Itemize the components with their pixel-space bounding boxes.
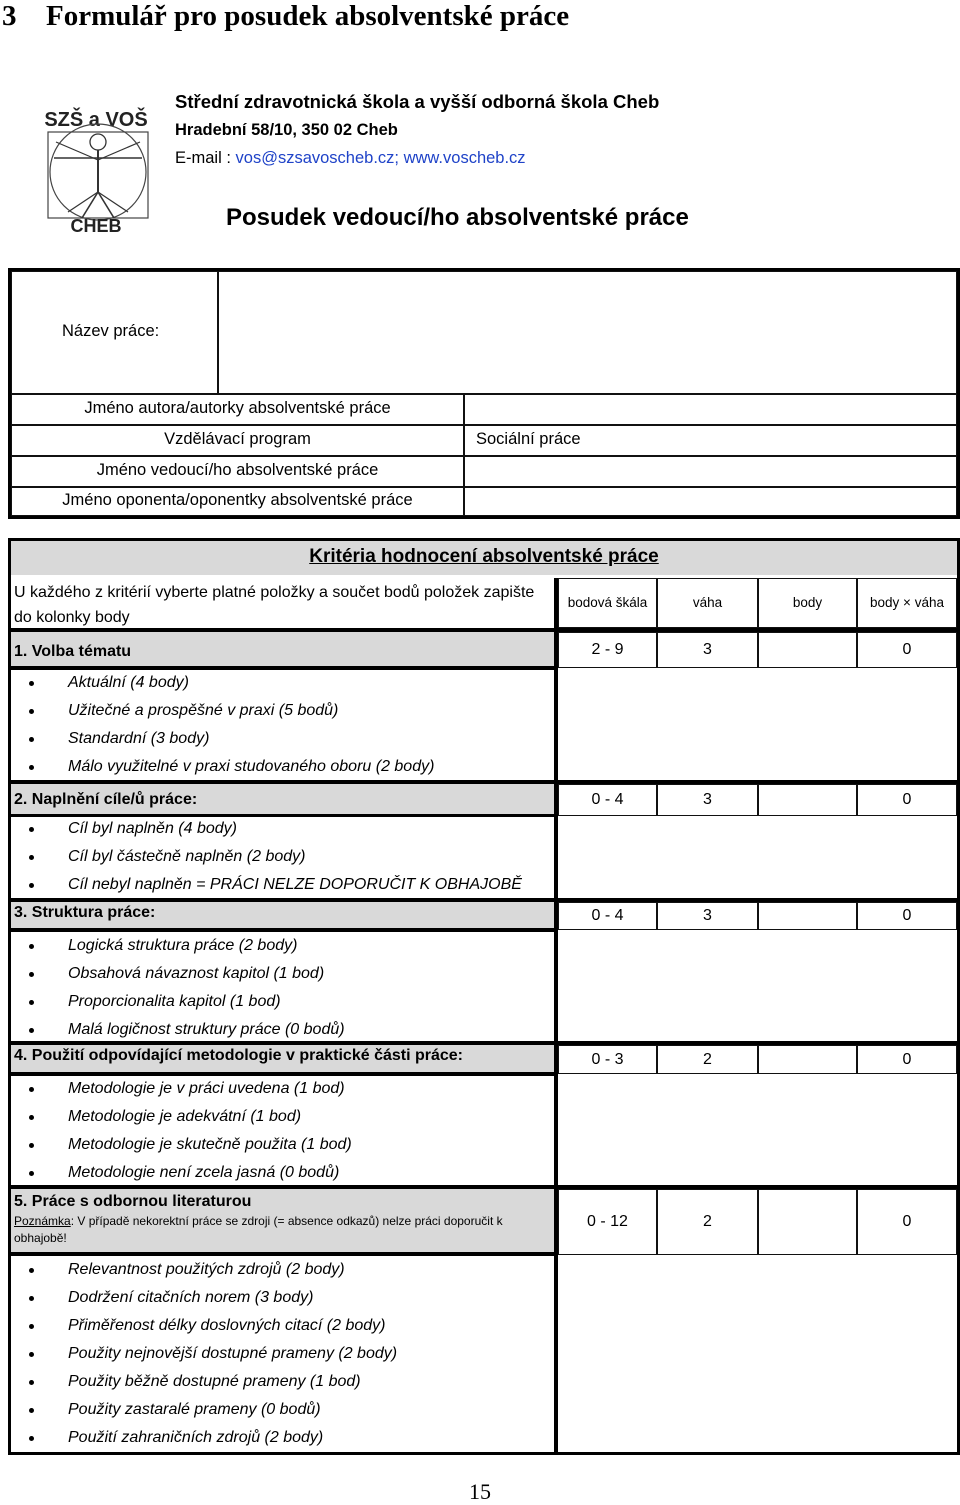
- bullet-icon: [29, 1115, 34, 1120]
- bullet-icon: [29, 1324, 34, 1329]
- page-number: 15: [469, 1479, 491, 1504]
- section-title: 5. Práce s odbornou literaturou: [14, 1193, 252, 1210]
- list-item: Málo využitelné v praxi studovaného oboru (2 body): [11, 753, 434, 781]
- bullet-icon: [29, 855, 34, 860]
- column-header-total: body × váha: [857, 578, 957, 628]
- bullet-icon: [29, 681, 34, 686]
- bullet-icon: [29, 709, 34, 714]
- criteria-list: [11, 1075, 352, 1187]
- logo-bottom-text: CHEB: [70, 216, 122, 236]
- points-input[interactable]: [758, 632, 857, 668]
- scale-value: 0 - 12: [558, 1189, 657, 1255]
- total-value: 0: [857, 784, 957, 816]
- bullet-icon: [29, 737, 34, 742]
- list-item: Cíl byl částečně naplněn (2 body): [11, 843, 522, 871]
- list-item: Aktuální (4 body): [11, 669, 434, 697]
- logo-top-text: SZŠ a VOŠ: [44, 109, 148, 131]
- bullet-icon: [29, 1143, 34, 1148]
- info-label: Jméno vedoucí/ho absolventské práce: [96, 461, 379, 479]
- email-label: E-mail :: [175, 149, 236, 167]
- total-value: 0: [857, 1189, 957, 1255]
- list-item: Použity běžně dostupné prameny (1 bod): [11, 1368, 397, 1396]
- bullet-icon: [29, 883, 34, 888]
- criteria-list: [11, 815, 522, 899]
- info-label: Jméno autora/autorky absolventské práce: [84, 399, 391, 417]
- section-title: 2. Naplnění cíle/ů práce:: [14, 791, 198, 808]
- scale-value: 0 - 3: [558, 1045, 657, 1074]
- list-item: Přiměřenost délky doslovných citací (2 body): [11, 1312, 397, 1340]
- note-text: : V případě nekorektní práce se zdroji (= absence odkazů) nelze práci doporučit k obhajobě!: [14, 1214, 503, 1245]
- info-label: Jméno oponenta/oponentky absolventské práce: [62, 491, 413, 509]
- weight-value: 2: [657, 1045, 758, 1074]
- bullet-icon: [29, 972, 34, 977]
- list-item: Užitečné a prospěšné v praxi (5 bodů): [11, 697, 434, 725]
- instruction: U každého z kritérií vyberte platné položky a součet bodů položek zapište do kolonky body: [14, 584, 535, 626]
- note-label: Poznámka: [14, 1214, 71, 1228]
- list-item: Relevantnost použitých zdrojů (2 body): [11, 1256, 397, 1284]
- school-address: Hradební 58/10, 350 02 Cheb: [175, 121, 398, 139]
- title-value-field[interactable]: [218, 271, 957, 394]
- total-value: 0: [857, 632, 957, 668]
- weight-value: 3: [657, 902, 758, 930]
- contact-separator: ;: [394, 149, 404, 167]
- section-number: 3: [2, 0, 17, 32]
- info-value-field[interactable]: [464, 456, 957, 487]
- column-divider: [554, 578, 558, 1452]
- bullet-icon: [29, 1352, 34, 1357]
- school-logo: [30, 104, 162, 238]
- criteria-list: [11, 1256, 397, 1452]
- points-input[interactable]: [758, 902, 857, 930]
- bullet-icon: [29, 1028, 34, 1033]
- info-value-field[interactable]: [464, 394, 957, 425]
- scale-value: 0 - 4: [558, 902, 657, 930]
- title-label: Název práce:: [62, 322, 160, 340]
- vitruvian-man-icon: [30, 104, 162, 238]
- criteria-title: Kritéria hodnocení absolventské práce: [309, 546, 659, 567]
- list-item: Metodologie není zcela jasná (0 bodů): [11, 1159, 352, 1187]
- list-item: Použití zahraničních zdrojů (2 body): [11, 1424, 397, 1452]
- bullet-icon: [29, 944, 34, 949]
- points-input[interactable]: [758, 1189, 857, 1255]
- list-item: Použity zastaralé prameny (0 bodů): [11, 1396, 397, 1424]
- bullet-icon: [29, 1296, 34, 1301]
- total-value: 0: [857, 902, 957, 930]
- form-title: Posudek vedoucí/ho absolventské práce: [226, 204, 689, 231]
- bullet-icon: [29, 1268, 34, 1273]
- weight-value: 3: [657, 784, 758, 816]
- scale-value: 2 - 9: [558, 632, 657, 668]
- points-input[interactable]: [758, 784, 857, 816]
- list-item: Standardní (3 body): [11, 725, 434, 753]
- points-input[interactable]: [758, 1045, 857, 1074]
- column-header-weight: váha: [657, 578, 758, 628]
- section-heading: [0, 0, 960, 36]
- bullet-icon: [29, 1000, 34, 1005]
- list-item: Proporcionalita kapitol (1 bod): [11, 988, 345, 1016]
- section-note: [14, 1213, 539, 1247]
- list-item: Cíl byl naplněn (4 body): [11, 815, 522, 843]
- school-name: Střední zdravotnická škola a vyšší odborná škola Cheb: [175, 91, 660, 112]
- section-title: 4. Použití odpovídající metodologie v praktické části práce:: [14, 1047, 464, 1064]
- bullet-icon: [29, 1087, 34, 1092]
- weight-value: 2: [657, 1189, 758, 1255]
- school-contact: [175, 149, 526, 168]
- list-item: Použity nejnovější dostupné prameny (2 body): [11, 1340, 397, 1368]
- total-value: 0: [857, 1045, 957, 1074]
- info-label: Vzdělávací program: [164, 430, 311, 448]
- bullet-icon: [29, 1171, 34, 1176]
- scale-value: 0 - 4: [558, 784, 657, 816]
- email-link[interactable]: vos@szsavoscheb.cz: [235, 149, 395, 167]
- list-item: Metodologie je adekvátní (1 bod): [11, 1103, 352, 1131]
- criteria-list: [11, 669, 434, 781]
- web-link[interactable]: www.voscheb.cz: [403, 149, 526, 167]
- list-item: Metodologie je skutečně použita (1 bod): [11, 1131, 352, 1159]
- section-title: Formulář pro posudek absolventské práce: [46, 0, 570, 32]
- section-title: 3. Struktura práce:: [14, 904, 156, 921]
- list-item: Malá logičnost struktury práce (0 bodů): [11, 1016, 345, 1044]
- list-item: Dodržení citačních norem (3 body): [11, 1284, 397, 1312]
- list-item: Cíl nebyl naplněn = PRÁCI NELZE DOPORUČIT K OBHAJOBĚ: [11, 871, 522, 899]
- info-value-field[interactable]: [464, 487, 957, 516]
- bullet-icon: [29, 1436, 34, 1441]
- bullet-icon: [29, 1408, 34, 1413]
- bullet-icon: [29, 827, 34, 832]
- weight-value: 3: [657, 632, 758, 668]
- bullet-icon: [29, 765, 34, 770]
- section-title: 1. Volba tématu: [14, 643, 132, 660]
- list-item: Metodologie je v práci uvedena (1 bod): [11, 1075, 352, 1103]
- column-header-scale: bodová škála: [558, 578, 657, 628]
- bullet-icon: [29, 1380, 34, 1385]
- criteria-list: [11, 932, 345, 1044]
- list-item: Logická struktura práce (2 body): [11, 932, 345, 960]
- info-value: Sociální práce: [476, 430, 581, 448]
- column-header-points: body: [758, 578, 857, 628]
- list-item: Obsahová návaznost kapitol (1 bod): [11, 960, 345, 988]
